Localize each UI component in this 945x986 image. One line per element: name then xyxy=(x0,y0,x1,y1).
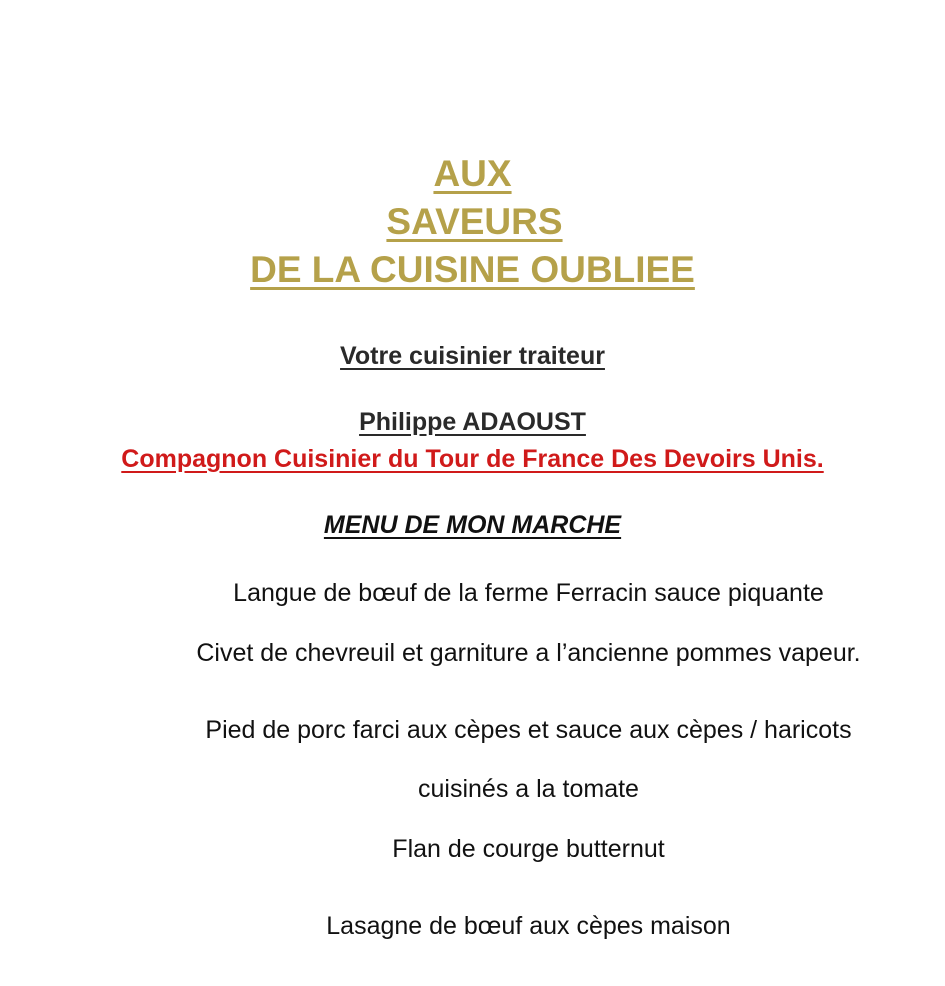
menu-heading: MENU DE MON MARCHE xyxy=(323,511,622,539)
tagline: Votre cuisinier traiteur xyxy=(340,342,605,370)
menu-dish-3-continued: cuisinés a la tomate xyxy=(418,775,639,803)
menu-dish-5: Lasagne de bœuf aux cèpes maison xyxy=(326,912,731,940)
chef-name: Philippe ADAOUST xyxy=(359,408,586,436)
title-line-3: DE LA CUISINE OUBLIEE xyxy=(250,249,695,290)
menu-dish-2: Civet de chevreuil et garniture a l’ancienne pommes vapeur. xyxy=(196,639,861,667)
menu-dish-1: Langue de bœuf de la ferme Ferracin sauce piquante xyxy=(233,579,824,607)
title-line-1: AUX xyxy=(433,153,512,194)
chef-title: Compagnon Cuisinier du Tour de France Des Devoirs Unis. xyxy=(121,445,824,473)
menu-dish-4: Flan de courge butternut xyxy=(392,835,665,863)
menu-dish-3: Pied de porc farci aux cèpes et sauce aux cèpes / haricots xyxy=(205,716,852,744)
title-line-2: SAVEURS xyxy=(386,201,563,242)
